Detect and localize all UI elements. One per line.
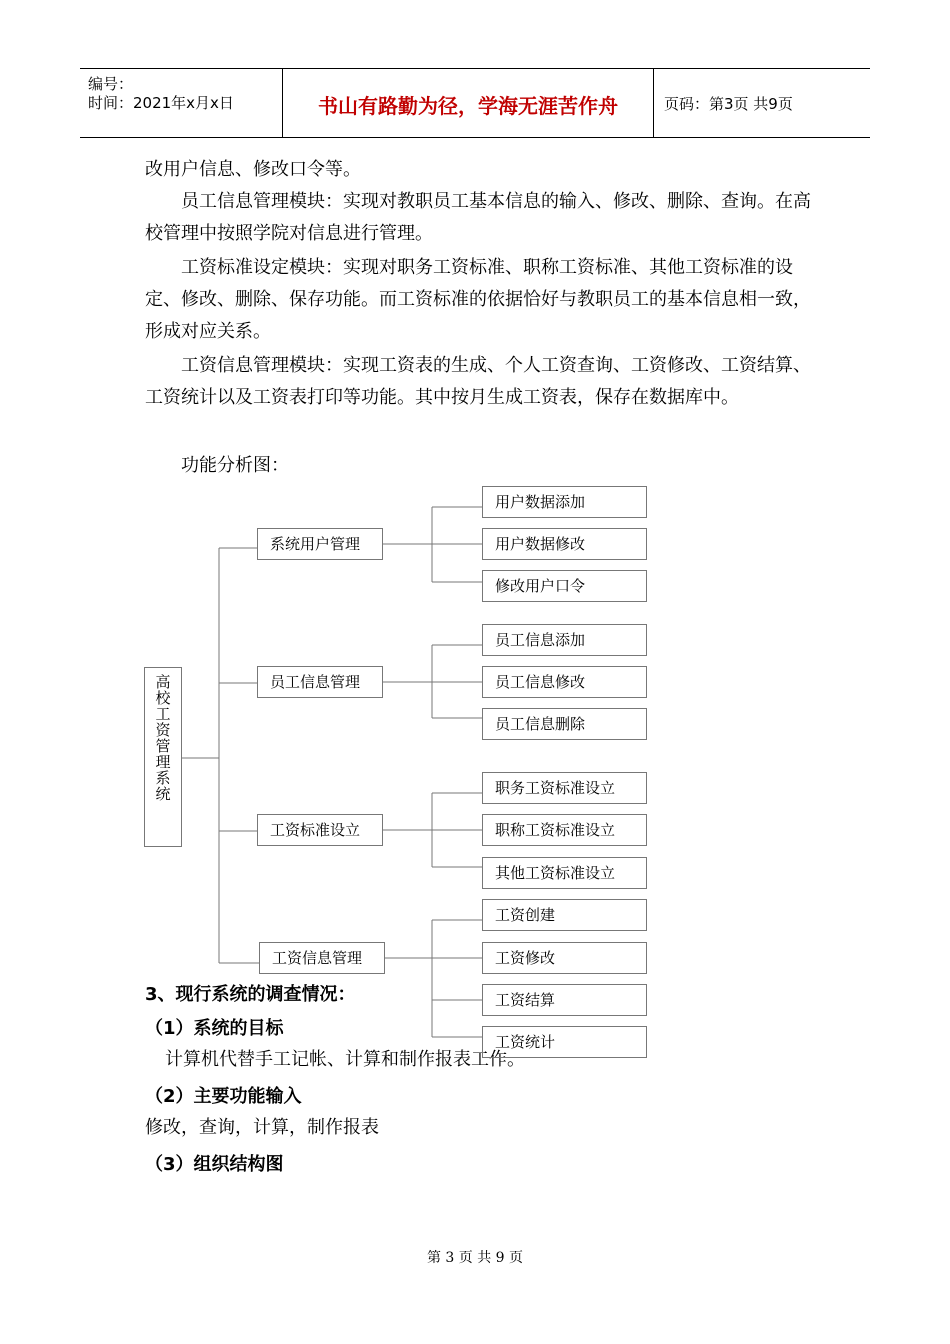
paragraph: 计算机代替手工记帐、计算和制作报表工作。 xyxy=(165,1049,525,1070)
section-heading: 3、现行系统的调查情况： xyxy=(145,984,356,1005)
module-node: 工资信息管理 xyxy=(259,942,385,974)
function-node: 工资结算 xyxy=(482,984,647,1016)
function-node: 用户数据添加 xyxy=(482,486,647,518)
root-label: 高校工资管理系统 xyxy=(153,674,172,802)
function-node: 职务工资标准设立 xyxy=(482,772,647,804)
function-node: 员工信息添加 xyxy=(482,624,647,656)
page-footer: 第 3 页 共 9 页 xyxy=(426,1250,524,1266)
module-node: 系统用户管理 xyxy=(257,528,383,560)
subsection-heading: （1）系统的目标 xyxy=(145,1018,284,1039)
function-node: 员工信息修改 xyxy=(482,666,647,698)
function-node: 用户数据修改 xyxy=(482,528,647,560)
function-node: 其他工资标准设立 xyxy=(482,857,647,889)
function-node: 工资修改 xyxy=(482,942,647,974)
header-motto: 书山有路勤为径，学海无涯苦作舟 xyxy=(318,94,618,118)
paragraph: 员工信息管理模块：实现对教职员工基本信息的输入、修改、删除、查询。在高校管理中按照学院对信息进行管理。 xyxy=(145,191,811,244)
document-number: 编号： xyxy=(88,75,134,93)
subsection-heading: （3）组织结构图 xyxy=(145,1154,284,1175)
module-node: 工资标准设立 xyxy=(257,814,383,846)
document-time: 时间：2021年x月x日 xyxy=(88,94,234,112)
function-node: 工资统计 xyxy=(482,1026,647,1058)
paragraph: 修改，查询，计算，制作报表 xyxy=(145,1117,379,1138)
paragraph: 功能分析图： xyxy=(181,455,289,476)
diagram-root-node xyxy=(144,667,182,847)
subsection-heading: （2）主要功能输入 xyxy=(145,1086,302,1107)
function-node: 修改用户口令 xyxy=(482,570,647,602)
function-node: 职称工资标准设立 xyxy=(482,814,647,846)
header-page-info: 页码：第3页 共9页 xyxy=(664,95,793,113)
paragraph: 工资标准设定模块：实现对职务工资标准、职称工资标准、其他工资标准的设定、修改、删除、保存功能。而工资标准的依据恰好与教职员工的基本信息相一致，形成对应关系。 xyxy=(145,257,811,342)
module-node: 员工信息管理 xyxy=(257,666,383,698)
function-node: 工资创建 xyxy=(482,899,647,931)
paragraph: 改用户信息、修改口令等。 xyxy=(145,159,361,180)
function-node: 员工信息删除 xyxy=(482,708,647,740)
paragraph: 工资信息管理模块：实现工资表的生成、个人工资查询、工资修改、工资结算、工资统计以及工资表打印等功能。其中按月生成工资表，保存在数据库中。 xyxy=(145,355,811,408)
